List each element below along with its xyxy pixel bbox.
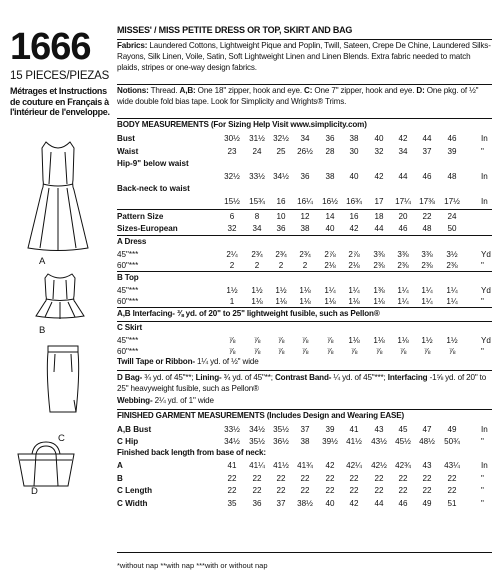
table-cell: 35½ (249, 437, 265, 446)
table-cell: 36 (325, 134, 335, 143)
interfacing-label: Interfacing (387, 373, 428, 382)
table-cell: 38 (349, 134, 359, 143)
table-row (117, 485, 492, 496)
top-sketch-icon (30, 272, 90, 320)
table-cell: 1⅛ (324, 297, 336, 306)
unit-label: " (481, 347, 484, 356)
row-label: Back-neck to waist (117, 184, 190, 193)
table-row (117, 158, 492, 169)
pattern-title: MISSES' / MISS PETITE DRESS OR TOP, SKIRT AND BAG (117, 25, 353, 35)
unit-label: " (481, 437, 484, 446)
divider (117, 118, 492, 119)
table-cell: ⅞ (350, 347, 358, 356)
table-cell: 34½ (249, 425, 265, 434)
table-cell: ⅞ (326, 347, 334, 356)
twill-tape-text: 1¼ yd. of ½" wide (194, 357, 259, 366)
table-cell: 14 (325, 212, 335, 221)
unit-label: " (481, 486, 484, 495)
table-row (117, 183, 492, 194)
table-cell: 2⅞ (348, 250, 360, 259)
table-cell: 1½ (275, 286, 287, 295)
table-cell: 41¼ (249, 461, 265, 470)
table-cell: 1½ (226, 286, 238, 295)
table-cell: 42¼ (346, 461, 362, 470)
table-cell: ⅞ (228, 347, 236, 356)
table-cell: 42 (349, 224, 359, 233)
row-label: Waist (117, 146, 139, 156)
table-cell: 17½ (444, 196, 460, 206)
table-cell: ⅞ (423, 347, 431, 356)
row-label: B (117, 473, 123, 483)
table-cell: 41½ (273, 461, 289, 470)
table-cell: 33½ (224, 425, 240, 434)
table-cell: 1⅛ (373, 336, 385, 345)
table-cell: 1⅛ (348, 336, 360, 345)
table-cell: 2¼ (226, 250, 238, 259)
table-cell: 22 (300, 473, 310, 483)
table-cell: ⅞ (253, 336, 261, 345)
table-cell: 41½ (346, 437, 362, 446)
d-bag-label: D Bag- (117, 373, 143, 382)
twill-tape-line (117, 357, 492, 368)
unit-label: Yd (481, 250, 491, 259)
table-cell: 35 (227, 498, 237, 508)
row-label: Sizes-European (117, 224, 178, 233)
table-cell: 23 (227, 146, 237, 156)
row-label: Hip-9" below waist (117, 159, 189, 168)
table-cell: ⅞ (301, 336, 309, 345)
table-cell: 38 (325, 171, 335, 181)
webbing-text: 2¼ yd. of 1" wide (152, 396, 214, 405)
table-cell: 32½ (273, 134, 289, 143)
row-label: 60"*** (117, 261, 139, 270)
unit-label: In (481, 196, 488, 206)
table-cell: 12 (300, 212, 310, 221)
table-cell: 32 (374, 146, 384, 156)
table-cell: ⅞ (228, 336, 236, 345)
row-label: A,B Bust (117, 425, 152, 434)
ab-interfacing: A,B Interfacing- ⅜ yd. of 20" to 25" lightweight fusible, such as Pellon® (117, 309, 380, 318)
table-cell: ⅞ (326, 336, 334, 345)
row-label: Pattern Size (117, 212, 164, 221)
lining-label: Lining- (195, 373, 222, 382)
table-cell: 42¾ (395, 461, 411, 470)
table-cell: 1⅛ (251, 297, 263, 306)
dress-sketch-icon (18, 140, 98, 252)
unit-label: " (481, 473, 484, 483)
unit-label: " (481, 498, 484, 508)
figure-label-a: A (39, 256, 46, 267)
table-cell: ⅞ (277, 336, 285, 345)
webbing-line (117, 396, 492, 407)
table-cell: 18 (374, 212, 384, 221)
unit-label: In (481, 461, 488, 470)
interfacing-text: -1⅝ yd. of 20" to 25" heavyweight fusible, such as Pellon® (117, 373, 487, 393)
divider (117, 370, 492, 371)
table-cell: 2⅛ (348, 261, 360, 270)
divider (117, 39, 492, 40)
table-cell: 49 (447, 425, 457, 434)
notions-c-label: C: (304, 86, 313, 95)
webbing-label: Webbing- (117, 396, 153, 405)
table-cell: 2 (278, 261, 284, 270)
table-cell: 1⅛ (299, 286, 311, 295)
row-label: C Length (117, 486, 153, 495)
table-cell: 16¼ (297, 196, 313, 206)
table-cell: 17 (374, 196, 384, 206)
table-row (117, 171, 492, 182)
table-cell: 32 (227, 224, 237, 233)
table-cell: 22 (227, 486, 237, 495)
table-cell: 50 (447, 224, 457, 233)
table-row (117, 498, 492, 509)
d-bag-text: ¾ yd. of 45"**; (142, 373, 196, 382)
table-cell: 42 (398, 134, 408, 143)
table-cell: 17⅜ (419, 196, 435, 206)
table-cell: 46 (398, 498, 408, 508)
table-row (117, 436, 492, 447)
table-cell: 20 (398, 212, 408, 221)
table-cell: 34 (252, 224, 262, 233)
table-row (117, 260, 492, 271)
d-bag-paragraph (117, 373, 492, 395)
table-cell: ⅞ (399, 347, 407, 356)
table-cell: 1½ (251, 286, 263, 295)
table-row (117, 346, 492, 357)
table-cell: 2⅛ (324, 261, 336, 270)
table-cell: 43 (422, 461, 432, 470)
table-cell: 1⅛ (275, 297, 287, 306)
divider (117, 307, 492, 308)
table-cell: 45½ (395, 437, 411, 446)
table-cell: 22 (276, 473, 286, 483)
unit-label: In (481, 171, 488, 181)
table-cell: 46 (422, 171, 432, 181)
table-row (117, 211, 492, 222)
divider (117, 235, 492, 236)
table-cell: 47 (422, 425, 432, 434)
table-cell: 42 (325, 461, 335, 470)
divider (117, 552, 492, 553)
table-cell: 8 (254, 212, 260, 221)
pieces-count: 15 PIECES/PIEZAS (10, 70, 110, 82)
table-cell: 34½ (273, 171, 289, 181)
table-cell: 2⅞ (324, 250, 336, 259)
table-cell: 31½ (249, 134, 265, 143)
table-cell: 22 (374, 473, 384, 483)
table-cell: 39 (447, 146, 457, 156)
contrast-band-text: ¼ yd. of 45"***; (331, 373, 388, 382)
row-label: 45"*** (117, 250, 139, 259)
table-row (117, 146, 492, 157)
figure-label-c: C (58, 433, 65, 444)
finished-back-length-label: Finished back length from base of neck: (117, 448, 266, 457)
table-row (117, 133, 492, 144)
table-cell: 22 (447, 473, 457, 483)
a-dress-header: A Dress (117, 237, 147, 246)
table-cell: 22 (276, 486, 286, 495)
table-cell: 22 (300, 486, 310, 495)
divider (117, 321, 492, 322)
table-cell: 2¾ (251, 250, 263, 259)
table-cell: 22 (252, 486, 262, 495)
table-row (117, 285, 492, 296)
table-row (117, 196, 492, 207)
table-cell: 1⅛ (299, 297, 311, 306)
row-label: C Width (117, 498, 148, 508)
table-cell: 34½ (224, 437, 240, 446)
table-cell: 39 (325, 425, 335, 434)
table-cell: 32½ (224, 171, 240, 181)
table-cell: 44 (374, 498, 384, 508)
fabrics-text: Laundered Cottons, Lightweight Pique and Poplin, Twill, Sateen, Crepe De Chine, Laundered Silks-Rayons, Silk Linen, Voile, Satin, Soft Lightweight Linen and Linen Blends. Extra fabric needed to match plaids, stripes or one-way design fabrics. (117, 41, 491, 72)
table-cell: 24 (252, 146, 262, 156)
table-cell: 49 (422, 498, 432, 508)
table-cell: 1¼ (446, 286, 458, 295)
table-cell: ⅞ (448, 347, 456, 356)
table-cell: 50¾ (444, 437, 460, 446)
table-cell: 3⅜ (397, 250, 409, 259)
table-cell: 1⅛ (373, 297, 385, 306)
table-row (117, 473, 492, 484)
table-cell: 2 (302, 261, 308, 270)
row-label: Bust (117, 134, 135, 143)
table-cell: 43 (374, 425, 384, 434)
table-cell: 1¼ (421, 286, 433, 295)
notions-label: Notions: (117, 86, 149, 95)
table-cell: 36½ (273, 437, 289, 446)
table-cell: 46 (398, 224, 408, 233)
table-cell: 1⅜ (373, 286, 385, 295)
divider (117, 84, 492, 85)
table-cell: 1¼ (397, 286, 409, 295)
table-cell: 1¼ (397, 297, 409, 306)
table-cell: 22 (252, 473, 262, 483)
table-cell: 1 (229, 297, 235, 306)
table-cell: 42½ (371, 461, 387, 470)
table-cell: 26½ (297, 146, 313, 156)
table-cell: 16½ (322, 196, 338, 206)
table-cell: 44 (422, 134, 432, 143)
table-cell: 3½ (446, 250, 458, 259)
row-label: A (117, 461, 123, 470)
unit-label: In (481, 134, 488, 143)
divider (117, 409, 492, 410)
table-cell: 48½ (419, 437, 435, 446)
notions-text: One pkg. of ½" wide double fold bias tape. Look for Simplicity and Wrights® Trims. (117, 86, 479, 106)
table-cell: 2¾ (299, 250, 311, 259)
table-row (117, 335, 492, 346)
table-cell: 1¼ (446, 297, 458, 306)
row-label: 45"*** (117, 336, 139, 345)
fabrics-paragraph (117, 41, 492, 73)
metrages-note: Métrages et Instructions de couture en Français à l'intérieur de l'enveloppe. (10, 86, 110, 117)
table-cell: 16 (349, 212, 359, 221)
table-cell: 40 (325, 224, 335, 233)
table-cell: 22 (374, 486, 384, 495)
figure-label-d: D (31, 486, 38, 497)
table-cell: ⅞ (277, 347, 285, 356)
table-row (117, 296, 492, 307)
table-cell: 30½ (224, 134, 240, 143)
finished-measurements-header: FINISHED GARMENT MEASUREMENTS (Includes Design and Wearing EASE) (117, 411, 405, 420)
table-cell: 3⅜ (421, 250, 433, 259)
table-cell: 1⅛ (397, 336, 409, 345)
table-cell: 42 (374, 171, 384, 181)
table-cell: 36 (276, 224, 286, 233)
table-cell: 1¼ (421, 297, 433, 306)
table-cell: 6 (229, 212, 235, 221)
table-row (117, 249, 492, 260)
table-cell: 16¾ (346, 196, 362, 206)
table-cell: ⅞ (301, 347, 309, 356)
table-cell: 22 (349, 486, 359, 495)
table-cell: 1⅛ (348, 297, 360, 306)
divider (117, 209, 492, 210)
table-cell: 22 (398, 473, 408, 483)
row-label: 45"*** (117, 286, 139, 295)
unit-label: " (481, 146, 484, 156)
table-cell: 22 (227, 473, 237, 483)
table-cell: 1¼ (348, 286, 360, 295)
unit-label: In (481, 425, 488, 434)
table-cell: 44 (398, 171, 408, 181)
table-cell: ⅞ (253, 347, 261, 356)
table-cell: 15¾ (249, 196, 265, 206)
table-cell: 22 (447, 486, 457, 495)
table-cell: 38½ (297, 498, 313, 508)
figure-label-b: B (39, 325, 46, 336)
table-cell: 41 (349, 425, 359, 434)
row-label: 60"*** (117, 297, 139, 306)
fabrics-label: Fabrics: (117, 41, 148, 50)
unit-label: " (481, 297, 484, 306)
table-cell: 41¾ (297, 461, 313, 470)
table-cell: 40 (325, 498, 335, 508)
table-cell: 38 (300, 437, 310, 446)
table-cell: 48 (422, 224, 432, 233)
table-cell: 2 (254, 261, 260, 270)
table-cell: 2⅜ (397, 261, 409, 270)
table-cell: 22 (349, 473, 359, 483)
contrast-band-label: Contrast Band- (274, 373, 332, 382)
bag-sketch-icon (14, 440, 78, 488)
notions-ab-label: A,B: (179, 86, 196, 95)
notions-text: One 7" zipper, hook and eye. (312, 86, 417, 95)
table-cell: 43¼ (444, 461, 460, 470)
twill-tape-label: Twill Tape or Ribbon- (117, 357, 195, 366)
table-cell: 2⅜ (446, 261, 458, 270)
table-cell: 34 (300, 134, 310, 143)
pattern-number: 1666 (10, 26, 91, 68)
notions-text: One 18" zipper, hook and eye. (195, 86, 305, 95)
table-cell: 46 (447, 134, 457, 143)
table-cell: 22 (398, 486, 408, 495)
table-cell: 16 (276, 196, 286, 206)
c-skirt-header: C Skirt (117, 323, 143, 332)
table-cell: 22 (422, 486, 432, 495)
notions-d-label: D: (416, 86, 425, 95)
table-cell: 51 (447, 498, 457, 508)
table-cell: 22 (422, 212, 432, 221)
unit-label: Yd (481, 286, 491, 295)
table-cell: 2 (229, 261, 235, 270)
table-cell: 39½ (322, 437, 338, 446)
table-cell: 33½ (249, 171, 265, 181)
table-row (117, 424, 492, 435)
row-label: 60"*** (117, 347, 139, 356)
unit-label: " (481, 261, 484, 270)
table-cell: 35½ (273, 425, 289, 434)
table-cell: 22 (325, 473, 335, 483)
table-cell: 2⅜ (373, 261, 385, 270)
table-row (117, 223, 492, 234)
footnote: *without nap **with nap ***with or without nap (117, 561, 268, 570)
table-cell: 34 (398, 146, 408, 156)
table-cell: 10 (276, 212, 286, 221)
table-cell: 37 (300, 425, 310, 434)
lining-text: ¾ yd. of 45"**; (221, 373, 275, 382)
table-cell: 25 (276, 146, 286, 156)
table-cell: 42 (349, 498, 359, 508)
table-cell: 3⅜ (373, 250, 385, 259)
body-measurements-header: BODY MEASUREMENTS (For Sizing Help Visit www.simplicity.com) (117, 120, 367, 129)
notions-text: Thread. (148, 86, 180, 95)
table-cell: 36 (300, 171, 310, 181)
table-cell: 43½ (371, 437, 387, 446)
table-cell: 45 (398, 425, 408, 434)
table-cell: 15½ (224, 196, 240, 206)
table-cell: 40 (374, 134, 384, 143)
table-cell: 28 (325, 146, 335, 156)
table-cell: 36 (252, 498, 262, 508)
table-cell: 1¼ (324, 286, 336, 295)
row-label: C Hip (117, 437, 139, 446)
table-cell: 38 (300, 224, 310, 233)
table-cell: 17¼ (395, 196, 411, 206)
left-column (0, 0, 112, 579)
table-cell: 22 (325, 486, 335, 495)
divider (117, 271, 492, 272)
table-cell: 30 (349, 146, 359, 156)
table-cell: 37 (422, 146, 432, 156)
table-cell: 44 (374, 224, 384, 233)
table-cell: ⅞ (375, 347, 383, 356)
table-cell: 48 (447, 171, 457, 181)
table-cell: 1½ (421, 336, 433, 345)
unit-label: Yd (481, 336, 491, 345)
notions-paragraph (117, 86, 492, 108)
table-cell: 22 (422, 473, 432, 483)
table-cell: 41 (227, 461, 237, 470)
table-cell: 24 (447, 212, 457, 221)
table-cell: 37 (276, 498, 286, 508)
table-cell: 40 (349, 171, 359, 181)
table-cell: 2¾ (275, 250, 287, 259)
table-row (117, 460, 492, 471)
b-top-header: B Top (117, 273, 139, 282)
table-cell: 2⅜ (421, 261, 433, 270)
table-cell: 1½ (446, 336, 458, 345)
skirt-sketch-icon (38, 344, 88, 416)
